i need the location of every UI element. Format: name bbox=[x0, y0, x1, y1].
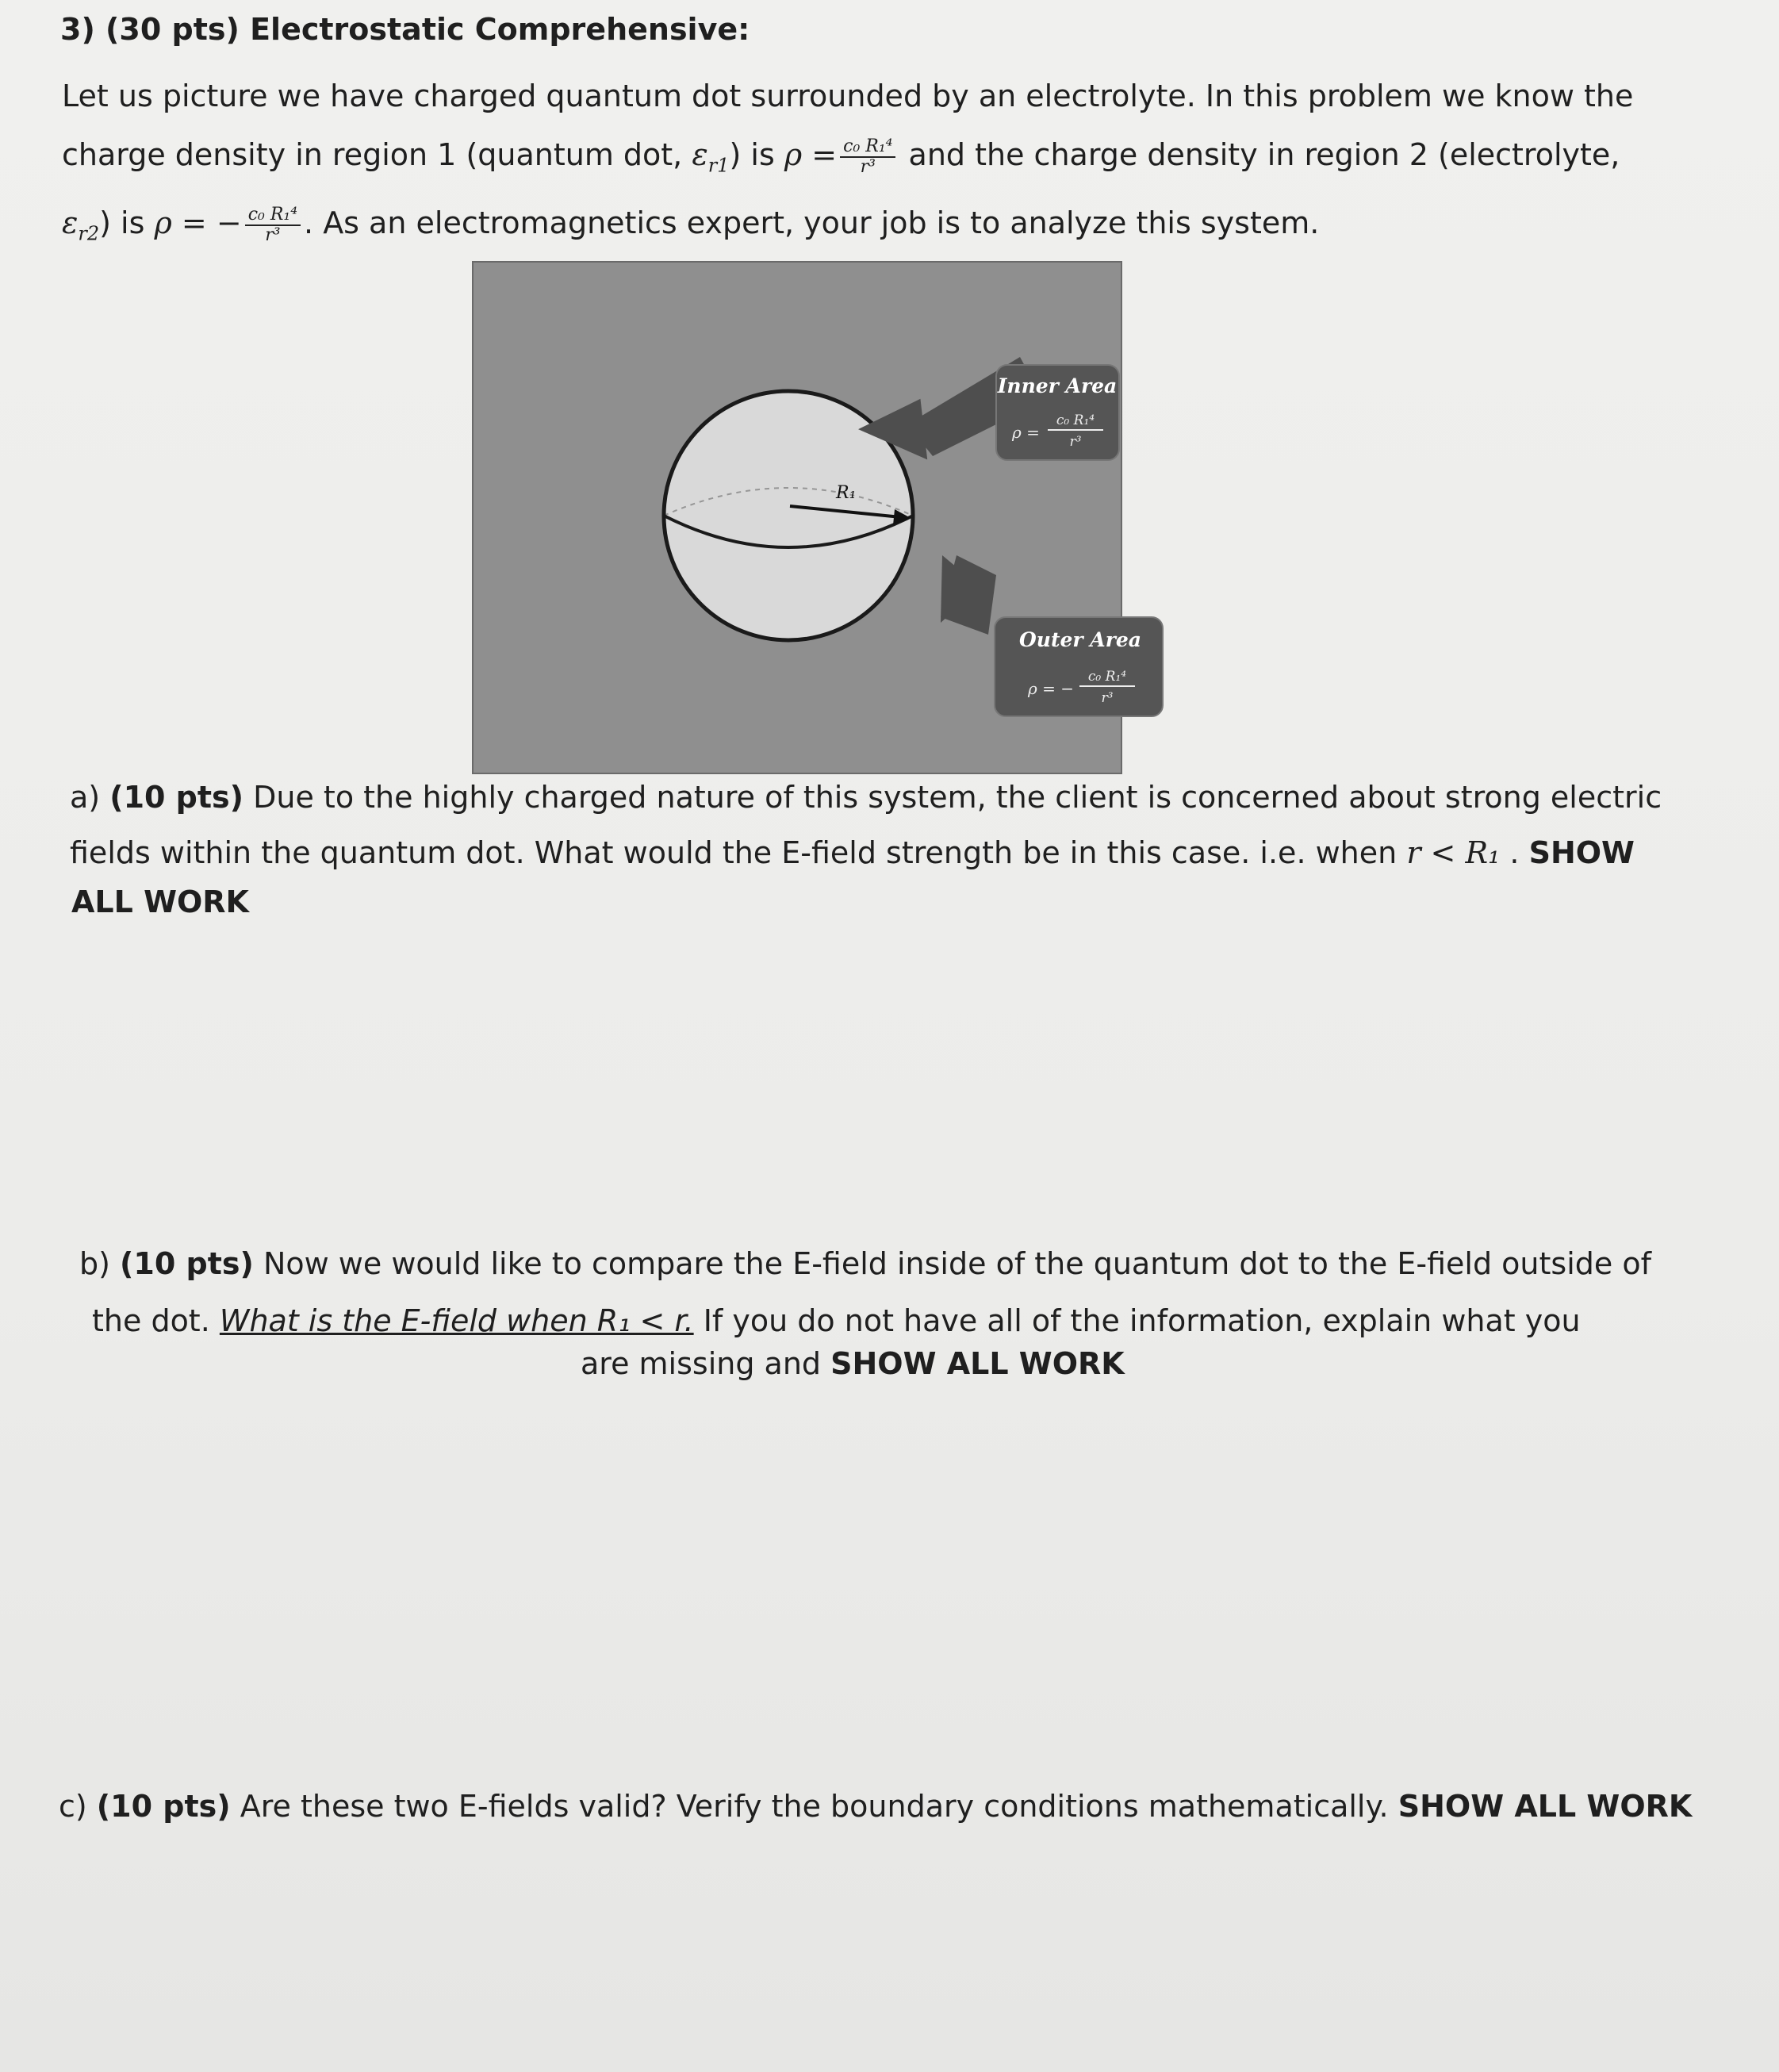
part-a-line-3: ALL WORK bbox=[71, 884, 249, 919]
intro-line-2-post: and the charge density in region 2 (electrolyte, bbox=[899, 137, 1620, 172]
part-b-show: SHOW ALL WORK bbox=[830, 1346, 1125, 1381]
problem-title: 3) (30 pts) Electrostatic Comprehensive: bbox=[60, 12, 750, 47]
part-a-text-2: fields within the quantum dot. What would the E-field strength be in this case. i.e. when bbox=[70, 835, 1407, 870]
quantum-dot-figure bbox=[473, 262, 1141, 773]
part-b-line-3 bbox=[581, 1345, 1125, 1382]
outer-rho: ρ = − bbox=[1028, 679, 1074, 698]
radius-label: R₁ bbox=[836, 483, 857, 503]
part-a-text-1: Due to the highly charged nature of this system, the client is concerned about strong electric bbox=[243, 780, 1662, 815]
intro-line-3-post: . As an electromagnetics expert, your job is to analyze this system. bbox=[304, 205, 1320, 240]
part-c-line-1 bbox=[59, 1788, 1692, 1825]
epsilon-r1: $\varepsilon_{r1}$ bbox=[692, 137, 730, 177]
part-c-text-1: Are these two E-fields valid? Verify the boundary conditions mathematically. bbox=[230, 1789, 1398, 1824]
part-b-text-1: Now we would like to compare the E-field inside of the quantum dot to the E-field outside of bbox=[253, 1246, 1651, 1281]
intro-line-1 bbox=[62, 78, 1633, 114]
part-b-points: (10 pts) bbox=[120, 1246, 254, 1281]
inner-rho: ρ = bbox=[1012, 423, 1040, 442]
part-b-text-2-pre: the dot. bbox=[92, 1303, 220, 1338]
part-b-text-3-pre: are missing and bbox=[581, 1346, 831, 1381]
intro-line-3 bbox=[62, 205, 1319, 252]
rho-equals-negative: ρ = − bbox=[154, 205, 242, 240]
intro-line-2-pre: charge density in region 1 (quantum dot, bbox=[62, 137, 692, 172]
part-c-points: (10 pts) bbox=[96, 1789, 231, 1824]
intro-line-2-mid: ) is bbox=[729, 137, 784, 172]
intro-line-3-mid: ) is bbox=[99, 205, 155, 240]
part-b-question: What is the E-field when R₁ < r. bbox=[219, 1303, 694, 1338]
intro-line-2 bbox=[62, 136, 1620, 184]
inner-frac-num: c₀ R₁⁴ bbox=[1056, 412, 1095, 428]
part-c-label: c) bbox=[59, 1789, 97, 1824]
intro-line-1-text: Let us picture we have charged quantum dot surrounded by an electrolyte. In this problem we know the bbox=[62, 79, 1634, 113]
part-b-text-2-post: If you do not have all of the information, explain what you bbox=[693, 1303, 1581, 1338]
part-b-label: b) bbox=[79, 1246, 121, 1281]
part-b-line-1 bbox=[79, 1245, 1651, 1282]
part-a-text-2-post: . bbox=[1500, 835, 1529, 870]
outer-area-label: Outer Area bbox=[1019, 628, 1141, 651]
part-a-label: a) bbox=[70, 780, 110, 815]
epsilon-r2: $\varepsilon_{r2}$ bbox=[62, 205, 100, 245]
part-a-show: SHOW bbox=[1528, 835, 1635, 870]
inner-frac-den: r³ bbox=[1069, 434, 1082, 450]
rho-equals: ρ = bbox=[784, 137, 838, 172]
part-a-line-2 bbox=[70, 835, 1635, 871]
part-a-condition: r < R₁ bbox=[1406, 835, 1501, 870]
part-b-line-2 bbox=[92, 1303, 1581, 1339]
part-a-points: (10 pts) bbox=[109, 780, 244, 815]
inner-area-label: Inner Area bbox=[997, 374, 1118, 397]
density-fraction-2: $\frac{\text{c₀ R₁⁴}}{\text{r³}}$ bbox=[245, 205, 301, 245]
part-c-show: SHOW ALL WORK bbox=[1398, 1789, 1693, 1824]
density-fraction-1: $\frac{\text{c₀ R₁⁴}}{\text{r³}}$ bbox=[840, 137, 895, 177]
outer-frac-num: c₀ R₁⁴ bbox=[1087, 669, 1127, 685]
part-a-line-1 bbox=[70, 779, 1662, 815]
outer-frac-den: r³ bbox=[1101, 690, 1114, 706]
